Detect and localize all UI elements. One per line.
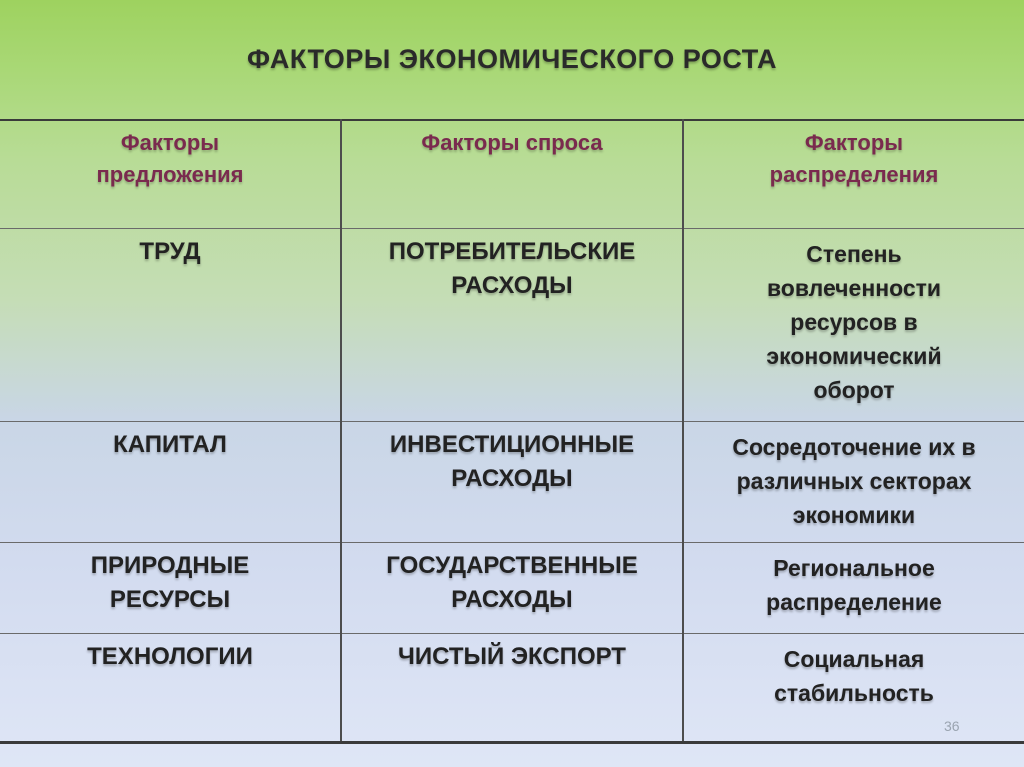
cell-text: ПРИРОДНЫЕ	[90, 551, 250, 579]
slide-title: ФАКТОРЫ ЭКОНОМИЧЕСКОГО РОСТА	[246, 44, 778, 74]
header-distribution-line2: распределения	[769, 162, 939, 187]
cell-text: Социальная	[783, 645, 925, 672]
cell-text: РАСХОДЫ	[451, 464, 573, 492]
header-distribution-line1: Факторы	[804, 130, 904, 155]
header-supply-factors	[0, 120, 341, 228]
cell-text: ресурсов в	[790, 308, 918, 335]
cell-text: РЕСУРСЫ	[109, 585, 231, 613]
cell-text: стабильность	[774, 679, 934, 706]
cell-text: РАСХОДЫ	[451, 271, 573, 299]
page-number: 36	[944, 718, 960, 734]
cell-demand-investment-spending	[341, 421, 683, 542]
cell-supply-capital	[0, 421, 341, 542]
cell-text: вовлеченности	[766, 274, 942, 301]
header-distribution-factors	[683, 120, 1024, 228]
cell-distribution-resource-involvement	[683, 228, 1024, 421]
cell-text: ТЕХНОЛОГИИ	[87, 642, 253, 670]
cell-distribution-sector-concentration	[683, 421, 1024, 542]
header-demand-factors	[341, 120, 683, 228]
table-row	[0, 542, 1024, 633]
header-supply-line2: предложения	[96, 162, 244, 187]
factors-table	[0, 119, 1024, 744]
cell-supply-technology	[0, 633, 341, 742]
cell-text: ГОСУДАРСТВЕННЫЕ	[386, 551, 638, 579]
cell-text: ИНВЕСТИЦИОННЫЕ	[389, 430, 635, 458]
cell-distribution-social-stability	[683, 633, 1024, 742]
cell-supply-labor	[0, 228, 341, 421]
table-row	[0, 228, 1024, 421]
cell-text: ТРУД	[139, 237, 201, 265]
cell-text: РАСХОДЫ	[451, 585, 573, 613]
cell-text: оборот	[813, 376, 895, 403]
cell-text: Степень	[806, 240, 902, 267]
table-row	[0, 633, 1024, 742]
cell-supply-natural-resources	[0, 542, 341, 633]
cell-text: Сосредоточение их в	[732, 433, 976, 460]
cell-text: ЧИСТЫЙ ЭКСПОРТ	[398, 642, 626, 670]
header-supply-line1: Факторы	[120, 130, 220, 155]
table-row	[0, 421, 1024, 542]
cell-text: экономический	[766, 342, 942, 369]
cell-text: ПОТРЕБИТЕЛЬСКИЕ	[388, 237, 636, 265]
cell-text: Региональное	[773, 554, 935, 581]
cell-demand-consumer-spending	[341, 228, 683, 421]
header-demand-line1: Факторы спроса	[421, 130, 603, 155]
cell-text: различных секторах	[736, 467, 972, 494]
cell-text: КАПИТАЛ	[113, 430, 227, 458]
table-header-row	[0, 120, 1024, 228]
cell-distribution-regional	[683, 542, 1024, 633]
cell-text: распределение	[766, 588, 942, 615]
cell-demand-net-export	[341, 633, 683, 742]
cell-demand-government-spending	[341, 542, 683, 633]
cell-text: экономики	[792, 501, 916, 528]
